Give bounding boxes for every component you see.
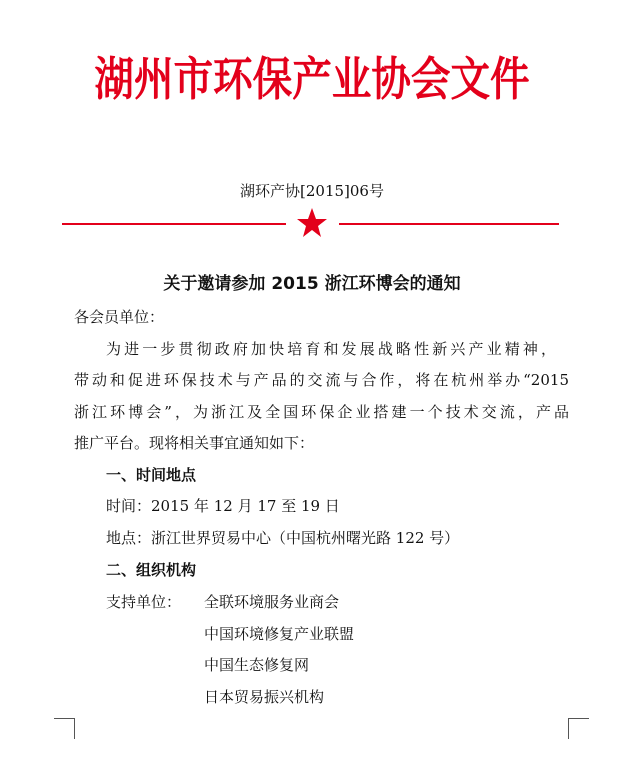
supporter-item: 中国环境修复产业联盟 (204, 625, 355, 643)
intro-line: 为进一步贯彻政府加快培育和发展战略性新兴产业精神， (106, 340, 556, 358)
page-corner-mark-left (54, 718, 75, 739)
event-time: 时间：2015 年 12 月 17 至 19 日 (106, 497, 340, 515)
supporter-item: 全联环境服务业商会 (204, 593, 340, 611)
star-shape (297, 208, 327, 237)
red-divider-right (339, 223, 559, 225)
red-divider-left (62, 223, 286, 225)
section-heading-organization: 二、组织机构 (106, 561, 197, 579)
supporter-item: 日本贸易振兴机构 (204, 688, 325, 706)
page-corner-mark-right (568, 718, 589, 739)
section-heading-time-place: 一、时间地点 (106, 466, 197, 484)
intro-line: 带动和促进环保技术与产品的交流与合作，将在杭州举办“2015 (74, 371, 569, 389)
org-header-title: 湖州市环保产业协会文件 (94, 52, 530, 106)
intro-line: 推广平台。现将相关事宜通知如下： (74, 434, 315, 452)
document-number: 湖环产协[2015]06号 (240, 182, 384, 200)
intro-line: 浙江环博会”，为浙江及全国环保企业搭建一个技术交流，产品 (74, 403, 569, 421)
notice-title: 关于邀请参加 2015 浙江环博会的通知 (163, 274, 461, 294)
salutation: 各会员单位： (74, 308, 165, 326)
red-star-icon (296, 207, 328, 239)
support-label: 支持单位： (106, 593, 182, 611)
supporter-item: 中国生态修复网 (204, 656, 310, 674)
event-place: 地点：浙江世界贸易中心（中国杭州曙光路 122 号） (106, 529, 460, 547)
